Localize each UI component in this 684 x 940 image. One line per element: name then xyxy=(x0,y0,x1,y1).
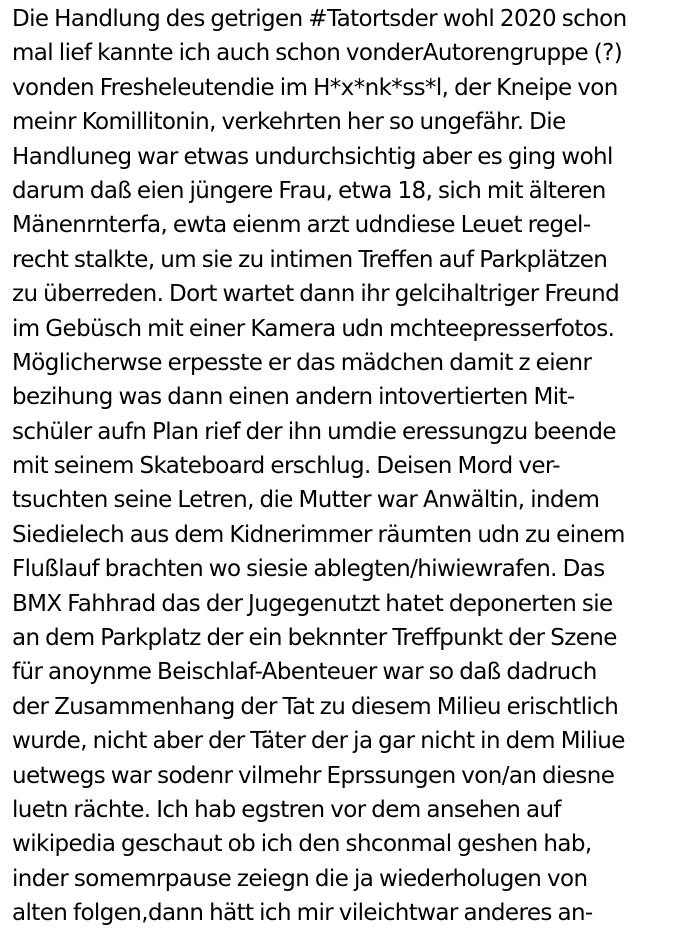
text-line: wurde, nicht aber der Täter der ja gar nicht in dem Miliue xyxy=(12,728,625,755)
document-body-text xyxy=(12,2,680,931)
text-line: bezihung was dann einen andern intovertierten Mit- xyxy=(12,384,575,411)
text-line: der Zusammenhang der Tat zu diesem Milieu erischtlich xyxy=(12,693,619,720)
text-line: uetwegs war sodenr vilmehr Eprssungen von/an diesne xyxy=(12,762,615,789)
text-line: meinr Komillitonin, verkehrten her so ungefähr. Die xyxy=(12,109,566,136)
text-line: im Gebüsch mit einer Kamera udn mchteepresserfotos. xyxy=(12,315,615,342)
document-page xyxy=(12,2,680,938)
text-line: BMX Fahhrad das der Jugegenutzt hatet deponerten sie xyxy=(12,590,613,617)
text-line: mit seinem Skateboard erschlug. Deisen Mord ver- xyxy=(12,453,560,480)
text-line: schüler aufn Plan rief der ihn umdie eressungzu beende xyxy=(12,418,616,445)
text-line: vonden Fresheleutendie im H*x*nk*ss*l, der Kneipe von xyxy=(12,74,618,101)
text-line: Handluneg war etwas undurchsichtig aber es ging wohl xyxy=(12,143,613,170)
text-line: zu überreden. Dort wartet dann ihr gelcihaltriger Freund xyxy=(12,281,620,308)
text-line: tsuchten seine Letren, die Mutter war Anwältin, indem xyxy=(12,487,600,514)
text-line: wikipedia geschaut ob ich den shconmal geshen hab, xyxy=(12,831,592,858)
text-line: Möglicherwse erpesste er das mädchen damit z eienr xyxy=(12,349,592,376)
text-line: an dem Parkplatz der ein beknnter Treffpunkt der Szene xyxy=(12,625,617,652)
text-line: recht stalkte, um sie zu intimen Treffen auf Parkplätzen xyxy=(12,246,608,273)
text-line: Flußlauf brachten wo siesie ablegten/hiwiewrafen. Das xyxy=(12,556,605,583)
text-line: für anoynme Beischlaf-Abenteuer war so daß dadruch xyxy=(12,659,597,686)
text-line: Mänenrnterfa, ewta eienm arzt udndiese Leuet regel- xyxy=(12,212,591,239)
text-line: Siedielech aus dem Kidnerimmer räumten udn zu einem xyxy=(12,521,625,548)
text-line: Die Handlung des getrigen #Tatortsder wohl 2020 schon xyxy=(12,6,627,32)
text-line: darum daß eien jüngere Frau, etwa 18, sich mit älteren xyxy=(12,177,606,204)
text-line: alten folgen,dann hätt ich mir vileichtwar anderes an- xyxy=(12,900,593,927)
text-line: mal lief kannte ich auch schon vonderAutorengruppe (?) xyxy=(12,40,623,67)
text-line: luetn rächte. Ich hab egstren vor dem ansehen auf xyxy=(12,796,561,823)
text-line: inder somemrpause zeiegn die ja wiederholugen von xyxy=(12,865,588,892)
